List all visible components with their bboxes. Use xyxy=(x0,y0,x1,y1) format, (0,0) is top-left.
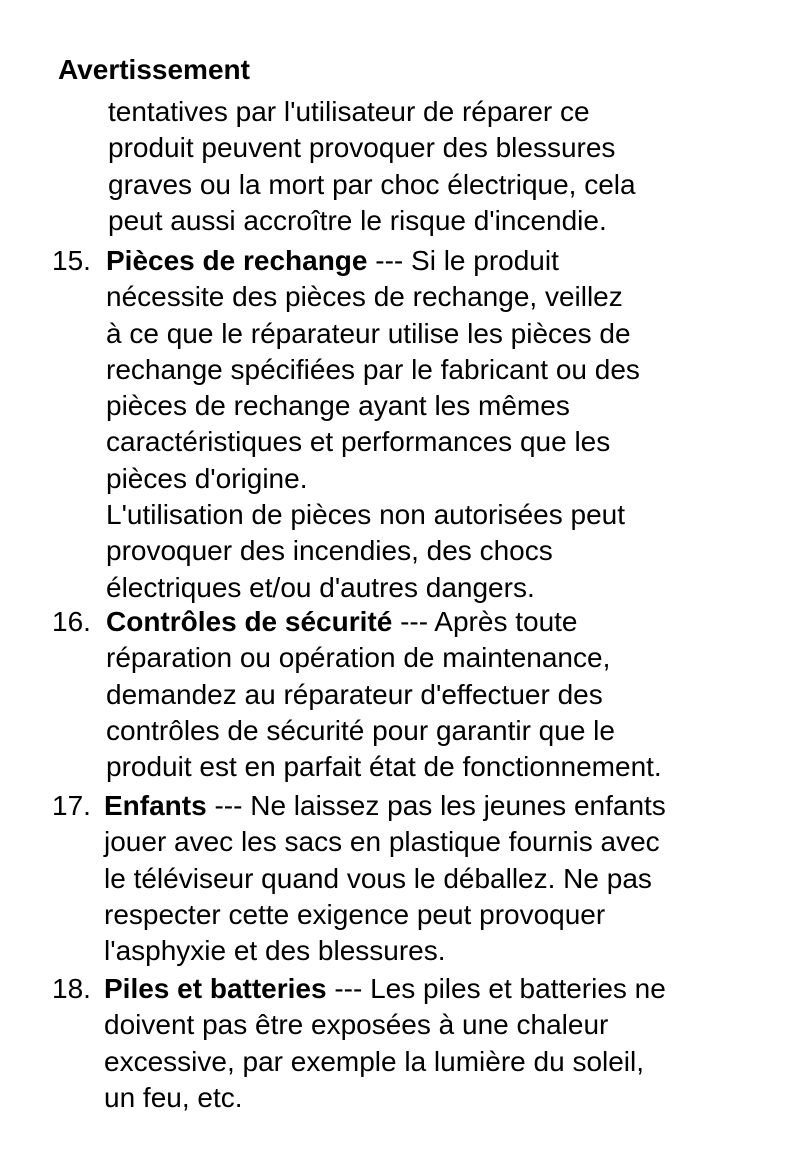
section-title: Pièces de rechange xyxy=(106,245,368,276)
section-15-spare-parts xyxy=(106,243,640,606)
text-line: produit est en parfait état de fonctionnement. xyxy=(106,751,662,783)
section-first-line xyxy=(106,243,640,279)
section-title: Piles et batteries xyxy=(104,973,327,1004)
text-line: produit peuvent provoquer des blessures xyxy=(108,132,616,164)
text-line: doivent pas être exposées à une chaleur xyxy=(104,1009,609,1041)
text-line: L'utilisation de pièces non autorisées peut xyxy=(106,499,626,531)
text-line: demandez au réparateur d'effectuer des xyxy=(106,678,603,710)
text-line: excessive, par exemple la lumière du soleil, xyxy=(104,1045,645,1077)
text-line: réparation ou opération de maintenance, xyxy=(106,642,611,674)
text-line: jouer avec les sacs en plastique fournis avec xyxy=(104,826,660,858)
section-first-line-text: --- Après toute xyxy=(392,606,578,637)
text-line: pièces d'origine. xyxy=(106,462,308,494)
text-line: rechange spécifiées par le fabricant ou des xyxy=(106,353,640,385)
section-title: Enfants xyxy=(104,790,207,821)
text-line: électriques et/ou d'autres dangers. xyxy=(106,571,535,603)
section-16-safety-checks xyxy=(106,604,662,785)
text-line: peut aussi accroître le risque d'incendie. xyxy=(108,204,607,236)
text-line: nécessite des pièces de rechange, veillez xyxy=(106,281,623,313)
section-first-line-text: --- Ne laissez pas les jeunes enfants xyxy=(206,790,666,821)
text-line: pièces de rechange ayant les mêmes xyxy=(106,390,570,422)
text-line: caractéristiques et performances que les xyxy=(106,426,611,458)
continuation-paragraph xyxy=(108,94,636,239)
section-number-17: 17. xyxy=(52,790,91,821)
text-line: contrôles de sécurité pour garantir que le xyxy=(106,714,615,746)
text-line: provoquer des incendies, des chocs xyxy=(106,535,553,567)
text-line: le téléviseur quand vous le déballez. Ne pas xyxy=(104,862,652,894)
text-line: un feu, etc. xyxy=(104,1081,243,1113)
section-first-line-text: --- Les piles et batteries ne xyxy=(326,973,666,1004)
section-number-16: 16. xyxy=(52,606,91,637)
section-first-line xyxy=(104,788,666,824)
page-heading: Avertissement xyxy=(58,54,250,85)
text-line: respecter cette exigence peut provoquer xyxy=(104,898,606,930)
text-line: l'asphyxie et des blessures. xyxy=(104,935,446,967)
section-number-18: 18. xyxy=(52,973,91,1004)
section-first-line-text: --- Si le produit xyxy=(367,245,559,276)
section-17-children xyxy=(104,788,666,969)
text-line: tentatives par l'utilisateur de réparer ce xyxy=(108,96,590,127)
text-line: graves ou la mort par choc électrique, cela xyxy=(108,168,636,200)
text-line: à ce que le réparateur utilise les pièces de xyxy=(106,317,631,349)
section-18-batteries xyxy=(104,971,666,1116)
section-first-line xyxy=(106,604,662,640)
section-number-15: 15. xyxy=(52,245,91,276)
section-first-line xyxy=(104,971,666,1007)
section-title: Contrôles de sécurité xyxy=(106,606,393,637)
